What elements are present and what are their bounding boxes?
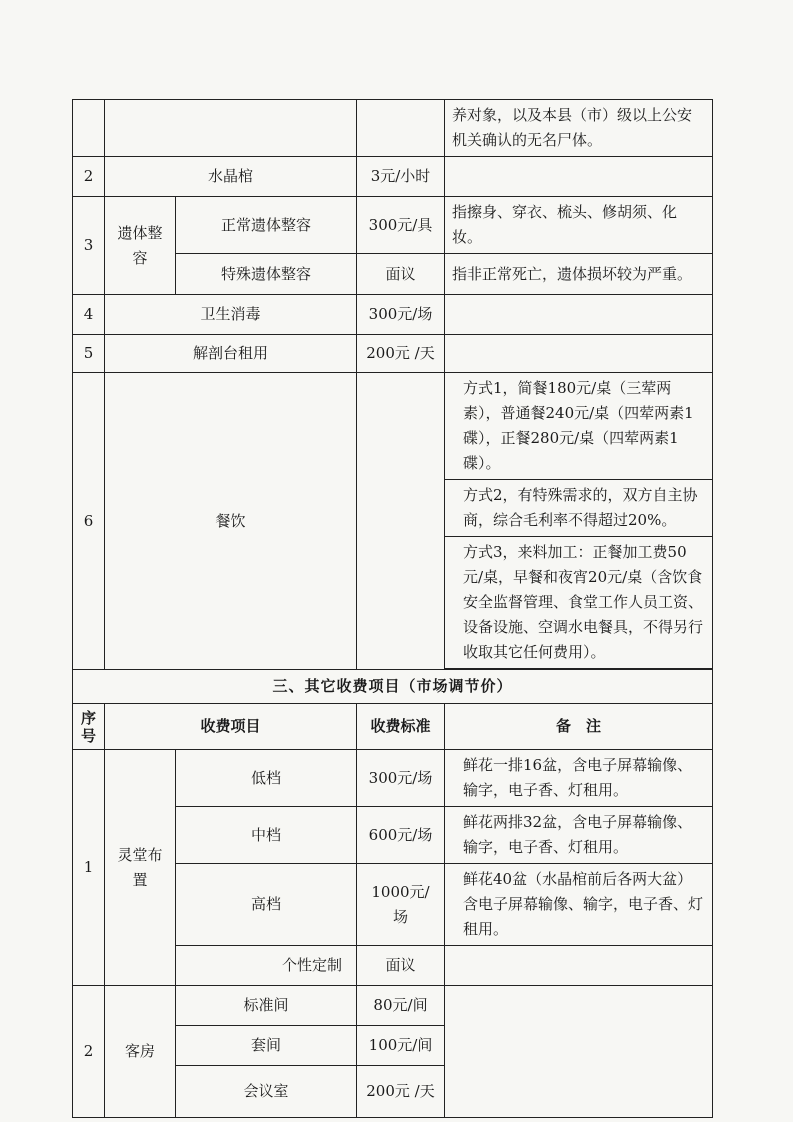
item-name: 低档 xyxy=(176,750,357,807)
price-cell: 80元/间 xyxy=(357,986,445,1026)
table-row xyxy=(73,750,713,807)
header-price: 收费标准 xyxy=(357,704,445,750)
row-number: 5 xyxy=(73,335,105,373)
item-name: 标准间 xyxy=(176,986,357,1026)
price-cell: 600元/场 xyxy=(357,807,445,864)
item-group: 灵堂布置 xyxy=(105,750,176,986)
remark-cell: 指擦身、穿衣、梳头、修胡须、化妆。 xyxy=(445,197,713,254)
item-name: 餐饮 xyxy=(105,373,357,670)
price-cell: 1000元/场 xyxy=(357,864,445,946)
item-group: 客房 xyxy=(105,986,176,1118)
section-title: 三、其它收费项目（市场调节价） xyxy=(73,670,713,704)
header-number: 序号 xyxy=(73,704,105,750)
item-name: 特殊遗体整容 xyxy=(176,254,357,295)
remark-cell: 方式1，简餐180元/桌（三荤两素），普通餐240元/桌（四荤两素1碟），正餐280元/桌（四荤两素1碟）。 xyxy=(445,373,713,480)
price-cell: 面议 xyxy=(357,946,445,986)
item-name: 个性定制 xyxy=(176,946,357,986)
item-group: 遗体整容 xyxy=(105,197,176,295)
remark-cell: 鲜花两排32盆，含电子屏幕输像、输字，电子香、灯租用。 xyxy=(445,807,713,864)
table-row xyxy=(73,335,713,373)
remark-cell: 养对象，以及本县（市）级以上公安机关确认的无名尸体。 xyxy=(445,100,713,157)
row-number: 1 xyxy=(73,750,105,986)
price-cell: 100元/间 xyxy=(357,1026,445,1066)
fee-table xyxy=(72,99,713,1118)
item-name: 高档 xyxy=(176,864,357,946)
price-cell: 300元/具 xyxy=(357,197,445,254)
price-cell: 200元 /天 xyxy=(357,1066,445,1118)
table-row xyxy=(73,670,713,704)
table-header-row xyxy=(73,704,713,750)
price-cell: 面议 xyxy=(357,254,445,295)
row-number: 3 xyxy=(73,197,105,295)
remark-cell: 指非正常死亡，遗体损坏较为严重。 xyxy=(445,254,713,295)
remark-cell: 方式2，有特殊需求的，双方自主协商，综合毛利率不得超过20%。 xyxy=(445,480,713,537)
remark-cell: 鲜花一排16盆，含电子屏幕输像、输字，电子香、灯租用。 xyxy=(445,750,713,807)
price-cell: 200元 /天 xyxy=(357,335,445,373)
price-cell: 300元/场 xyxy=(357,295,445,335)
remark-cell: 方式3，来料加工：正餐加工费50元/桌，早餐和夜宵20元/桌（含饮食安全监督管理、食堂工作人员工资、设备设施、空调水电餐具，不得另行收取其它任何费用）。 xyxy=(445,537,713,669)
item-name: 卫生消毒 xyxy=(105,295,357,335)
row-number: 2 xyxy=(73,986,105,1118)
table-row xyxy=(73,295,713,335)
item-name: 解剖台租用 xyxy=(105,335,357,373)
table-row xyxy=(73,373,713,480)
row-number: 4 xyxy=(73,295,105,335)
row-number: 2 xyxy=(73,157,105,197)
price-cell: 300元/场 xyxy=(357,750,445,807)
item-name: 水晶棺 xyxy=(105,157,357,197)
item-name: 套间 xyxy=(176,1026,357,1066)
row-number: 6 xyxy=(73,373,105,670)
table-row xyxy=(73,100,713,157)
item-name: 正常遗体整容 xyxy=(176,197,357,254)
header-item: 收费项目 xyxy=(105,704,357,750)
table-row xyxy=(73,197,713,254)
table-row xyxy=(73,157,713,197)
remark-cell: 鲜花40盆（水晶棺前后各两大盆）含电子屏幕输像、输字，电子香、灯租用。 xyxy=(445,864,713,946)
item-name: 会议室 xyxy=(176,1066,357,1118)
header-note: 备 注 xyxy=(445,704,713,750)
table-row xyxy=(73,986,713,1026)
item-name: 中档 xyxy=(176,807,357,864)
price-cell: 3元/小时 xyxy=(357,157,445,197)
